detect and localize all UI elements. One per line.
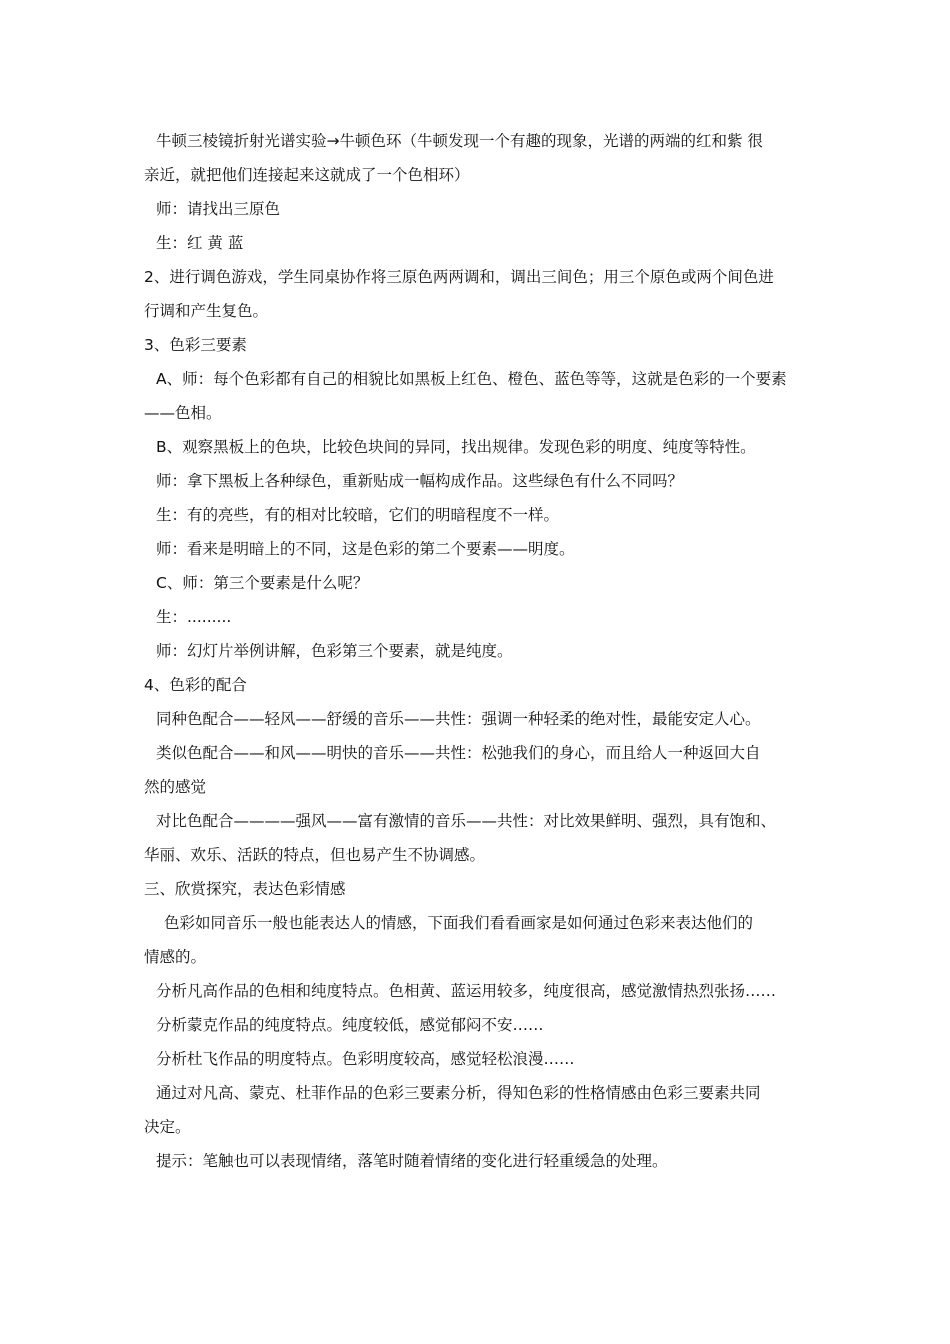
paragraph-line: 华丽、欢乐、活跃的特点，但也易产生不协调感。	[144, 846, 486, 864]
paragraph-line: 3、色彩三要素	[144, 336, 247, 354]
paragraph-line: 师：幻灯片举例讲解，色彩第三个要素，就是纯度。	[156, 642, 513, 660]
paragraph-line: 通过对凡高、蒙克、杜菲作品的色彩三要素分析，得知色彩的性格情感由色彩三要素共同	[156, 1084, 761, 1102]
paragraph-line: 2、进行调色游戏，学生同桌协作将三原色两两调和，调出三间色；用三个原色或两个间色进	[144, 268, 774, 286]
paragraph-line: C、师：第三个要素是什么呢？	[156, 574, 369, 592]
paragraph-line: 类似色配合——和风——明快的音乐——共性：松弛我们的身心，而且给人一种返回大自	[156, 744, 761, 762]
paragraph-line: 决定。	[144, 1118, 191, 1136]
paragraph-line: 生：.........	[156, 608, 232, 626]
document-body	[144, 124, 808, 1178]
paragraph-line: 牛顿三棱镜折射光谱实验→牛顿色环（牛顿发现一个有趣的现象，光谱的两端的红和紫 很	[156, 132, 763, 150]
paragraph-line: 亲近，就把他们连接起来这就成了一个色相环）	[144, 166, 470, 184]
paragraph-line: 然的感觉	[144, 778, 207, 796]
paragraph-line: 分析蒙克作品的纯度特点。纯度较低，感觉郁闷不安……	[156, 1016, 544, 1034]
paragraph-line: ——色相。	[144, 404, 222, 422]
paragraph-line: 师：请找出三原色	[156, 200, 281, 218]
paragraph-line: 情感的。	[144, 948, 207, 966]
paragraph-line: 同种色配合——轻风——舒缓的音乐——共性：强调一种轻柔的绝对性，最能安定人心。	[156, 710, 761, 728]
paragraph-line: 师：拿下黑板上各种绿色，重新贴成一幅构成作品。这些绿色有什么不同吗？	[156, 472, 684, 490]
paragraph-line: 色彩如同音乐一般也能表达人的情感，下面我们看看画家是如何通过色彩来表达他们的	[164, 914, 754, 932]
paragraph-line: 生：红 黄 蓝	[156, 234, 244, 252]
paragraph-line: 行调和产生复色。	[144, 302, 269, 320]
paragraph-line: 4、色彩的配合	[144, 676, 247, 694]
paragraph-line: 提示：笔触也可以表现情绪，落笔时随着情绪的变化进行轻重缓急的处理。	[156, 1152, 668, 1170]
paragraph-line: 对比色配合————强风——富有激情的音乐——共性：对比效果鲜明、强烈，具有饱和、	[156, 812, 777, 830]
paragraph-line: 分析杜飞作品的明度特点。色彩明度较高，感觉轻松浪漫……	[156, 1050, 575, 1068]
paragraph-line: 分析凡高作品的色相和纯度特点。色相黄、蓝运用较多，纯度很高，感觉激情热烈张扬……	[156, 982, 777, 1000]
paragraph-line: 生：有的亮些，有的相对比较暗，它们的明暗程度不一样。	[156, 506, 560, 524]
paragraph-line: 三、欣赏探究，表达色彩情感	[144, 880, 346, 898]
paragraph-line: A、师：每个色彩都有自己的相貌比如黑板上红色、橙色、蓝色等等，这就是色彩的一个要素	[156, 370, 787, 388]
paragraph-line: B、观察黑板上的色块，比较色块间的异同，找出规律。发现色彩的明度、纯度等特性。	[156, 438, 756, 456]
paragraph-line: 师：看来是明暗上的不同，这是色彩的第二个要素——明度。	[156, 540, 575, 558]
